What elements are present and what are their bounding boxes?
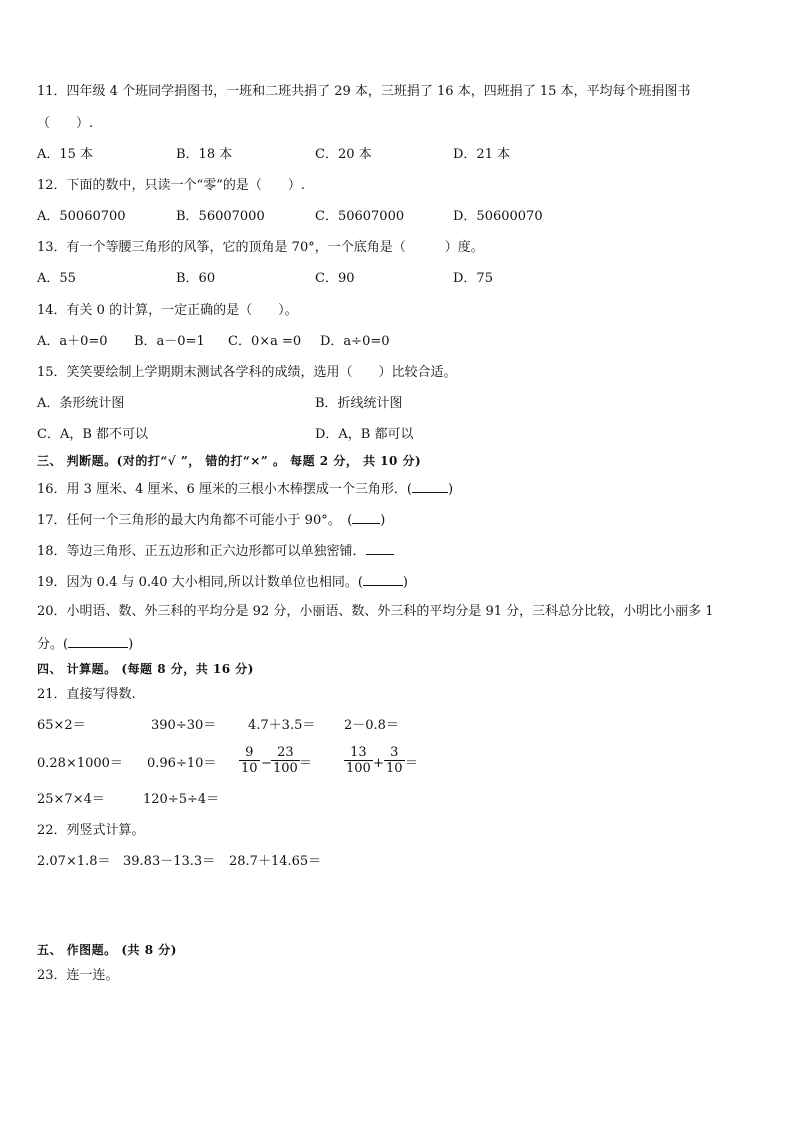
q16-text: 16．用 3 厘米、4 厘米、6 厘米的三根小木棒摆成一个三角形．(: [37, 482, 412, 497]
equals-sign: ＝: [299, 756, 313, 771]
q19-close: ): [402, 575, 408, 590]
fraction-3-10: [384, 745, 405, 776]
calc-item: 390÷30＝: [151, 718, 217, 733]
section-4-heading: 四、 计算题。 (每题 8 分，共 16 分): [37, 662, 254, 676]
q17-close: ): [380, 513, 386, 528]
q17-answer-blank[interactable]: [352, 511, 380, 524]
calc-item: 0.28×1000＝: [37, 756, 123, 771]
q12-stem: 12．下面的数中，只读一个“零”的是（ ）.: [37, 178, 305, 193]
q14-option-c[interactable]: C．0×a =0: [228, 334, 302, 349]
q11-option-a[interactable]: A．15 本: [37, 147, 94, 162]
q20-close: ): [128, 637, 134, 652]
fraction-denominator: 100: [346, 761, 371, 776]
q18-answer-blank[interactable]: [366, 542, 394, 555]
q19-text: 19．因为 0.4 与 0.40 大小相同,所以计数单位也相同。(: [37, 575, 363, 590]
fraction-numerator: 3: [390, 745, 399, 760]
q20-answer-blank[interactable]: [68, 635, 128, 648]
fraction-numerator: 13: [350, 745, 367, 760]
q12-option-c[interactable]: C．50607000: [315, 209, 405, 224]
q13-option-b[interactable]: B．60: [176, 271, 216, 286]
q11-stem: 11．四年级 4 个班同学捐图书，一班和二班共捐了 29 本，三班捐了 16 本，四班捐了 15 本，平均每个班捐图书: [37, 84, 691, 99]
q11-option-b[interactable]: B．18 本: [176, 147, 233, 162]
calc-item: 28.7＋14.65＝: [229, 854, 322, 869]
q13-option-a[interactable]: A．55: [37, 271, 76, 286]
calc-item: 39.83－13.3＝: [123, 854, 216, 869]
q15-option-d[interactable]: D．A，B 都可以: [315, 427, 414, 442]
q18: [37, 542, 394, 560]
plus-sign: +: [373, 756, 384, 771]
q15-option-c[interactable]: C．A，B 都不可以: [37, 427, 149, 442]
calc-item: 4.7＋3.5＝: [248, 718, 316, 733]
q11-option-c[interactable]: C．20 本: [315, 147, 372, 162]
q12-option-b[interactable]: B．56007000: [176, 209, 265, 224]
q19: [37, 573, 408, 591]
q13-option-d[interactable]: D．75: [453, 271, 493, 286]
q20-stem: 20．小明语、数、外三科的平均分是 92 分，小丽语、数、外三科的平均分是 91 分，三科总分比较，小明比小丽多 1: [37, 604, 714, 619]
q13-option-c[interactable]: C．90: [315, 271, 355, 286]
q22-stem: 22．列竖式计算。: [37, 823, 145, 838]
q16-answer-blank[interactable]: [412, 480, 448, 493]
minus-sign: −: [261, 756, 272, 771]
q11-option-d[interactable]: D．21 本: [453, 147, 511, 162]
q14-stem: 14．有关 0 的计算，一定正确的是（ ）。: [37, 303, 298, 318]
calc-item: 0.96÷10＝: [147, 756, 217, 771]
q18-text: 18．等边三角形、正五边形和正六边形都可以单独密铺．: [37, 544, 366, 559]
q13-stem: 13．有一个等腰三角形的风筝，它的顶角是 70°，一个底角是（ ）度。: [37, 240, 484, 255]
q17-text: 17．任何一个三角形的最大内角都不可能小于 90°。 (: [37, 513, 353, 528]
q12-option-a[interactable]: A．50060700: [37, 209, 126, 224]
q14-option-b[interactable]: B．a－0=1: [134, 334, 205, 349]
q19-answer-blank[interactable]: [363, 573, 403, 586]
section-5-heading: 五、 作图题。 (共 8 分): [37, 943, 177, 957]
q14-option-d[interactable]: D．a÷0=0: [320, 334, 390, 349]
q12-option-d[interactable]: D．50600070: [453, 209, 543, 224]
q15-option-b[interactable]: B．折线统计图: [315, 396, 403, 411]
q20-line2: [37, 635, 133, 653]
q15-stem: 15．笑笑要绘制上学期期末测试各学科的成绩，选用（ ）比较合适。: [37, 365, 457, 380]
q16: [37, 480, 453, 498]
q16-close: ): [447, 482, 454, 497]
fraction-denominator: 10: [241, 761, 258, 776]
q21-stem: 21．直接写得数.: [37, 687, 136, 702]
calc-item: 25×7×4＝: [37, 792, 105, 807]
equals-sign: ＝: [405, 756, 419, 771]
section-3-heading: 三、 判断题。(对的打“√ ”， 错的打“×” 。 每题 2 分， 共 10 分): [37, 454, 422, 468]
fraction-9-10: [239, 745, 260, 776]
fraction-13-100: [344, 745, 373, 776]
q15-option-a[interactable]: A．条形统计图: [37, 396, 125, 411]
q11-bracket: （ ）.: [37, 116, 94, 131]
calc-item: 65×2＝: [37, 718, 86, 733]
fraction-numerator: 23: [277, 745, 294, 760]
q14-option-a[interactable]: A．a＋0=0: [37, 334, 108, 349]
fraction-23-100: [271, 745, 300, 776]
fraction-denominator: 10: [386, 761, 403, 776]
calc-item: 2.07×1.8＝: [37, 854, 111, 869]
q17: [37, 511, 385, 529]
fraction-numerator: 9: [245, 745, 254, 760]
calc-item: 120÷5÷4＝: [143, 792, 220, 807]
calc-item: 2－0.8＝: [344, 718, 399, 733]
q23-stem: 23．连一连。: [37, 968, 119, 983]
q20-text: 分。(: [37, 637, 69, 652]
fraction-denominator: 100: [273, 761, 298, 776]
